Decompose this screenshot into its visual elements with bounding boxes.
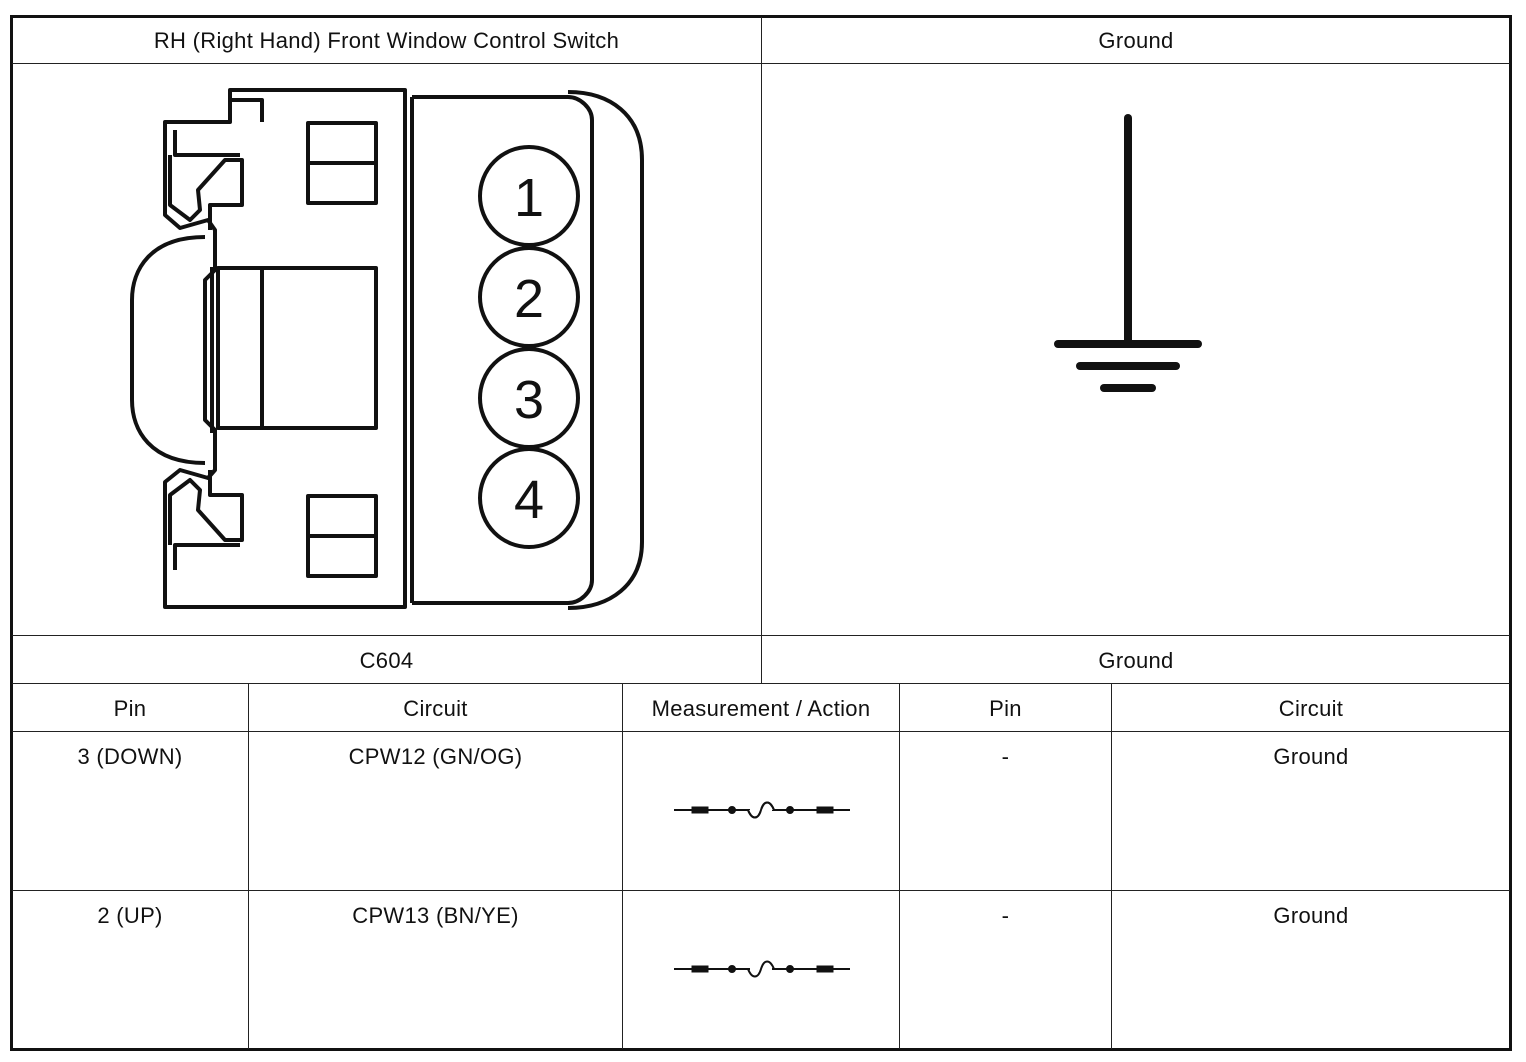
table-cell-pin-2: - (1001, 744, 1010, 769)
ground-symbol-icon (1040, 110, 1240, 410)
table-cell-circuit-2: Ground (1273, 903, 1349, 928)
grid-line (761, 17, 762, 684)
table-cell-pin-2: - (1001, 903, 1010, 928)
column-header-circuit-2: Circuit (1278, 696, 1344, 721)
ground-title: Ground (1098, 28, 1174, 53)
grid-line (12, 890, 1510, 891)
connector-id-label: C604 (359, 648, 414, 673)
ground-label: Ground (1098, 648, 1174, 673)
fuse-jumper-icon (672, 959, 852, 979)
fuse-jumper-icon (672, 800, 852, 820)
pin-number: 3 (513, 370, 545, 430)
grid-line (248, 683, 249, 1049)
table-cell-pin: 3 (DOWN) (77, 744, 183, 769)
pin-number: 1 (513, 168, 545, 228)
connector-title: RH (Right Hand) Front Window Control Switch (153, 28, 620, 53)
column-header-pin-2: Pin (989, 696, 1022, 721)
connector-face-diagram (0, 64, 760, 634)
table-cell-circuit: CPW13 (BN/YE) (352, 903, 519, 928)
table-cell-circuit: CPW12 (GN/OG) (348, 744, 523, 769)
pin-number: 2 (513, 269, 545, 329)
grid-line (12, 731, 1510, 732)
table-cell-pin: 2 (UP) (97, 903, 163, 928)
column-header-circuit: Circuit (403, 696, 468, 721)
table-cell-circuit-2: Ground (1273, 744, 1349, 769)
grid-line (899, 683, 900, 1049)
pin-number: 4 (513, 470, 545, 530)
column-header-measurement: Measurement / Action (651, 696, 871, 721)
grid-line (622, 683, 623, 1049)
grid-line (1111, 683, 1112, 1049)
column-header-pin: Pin (113, 696, 147, 721)
